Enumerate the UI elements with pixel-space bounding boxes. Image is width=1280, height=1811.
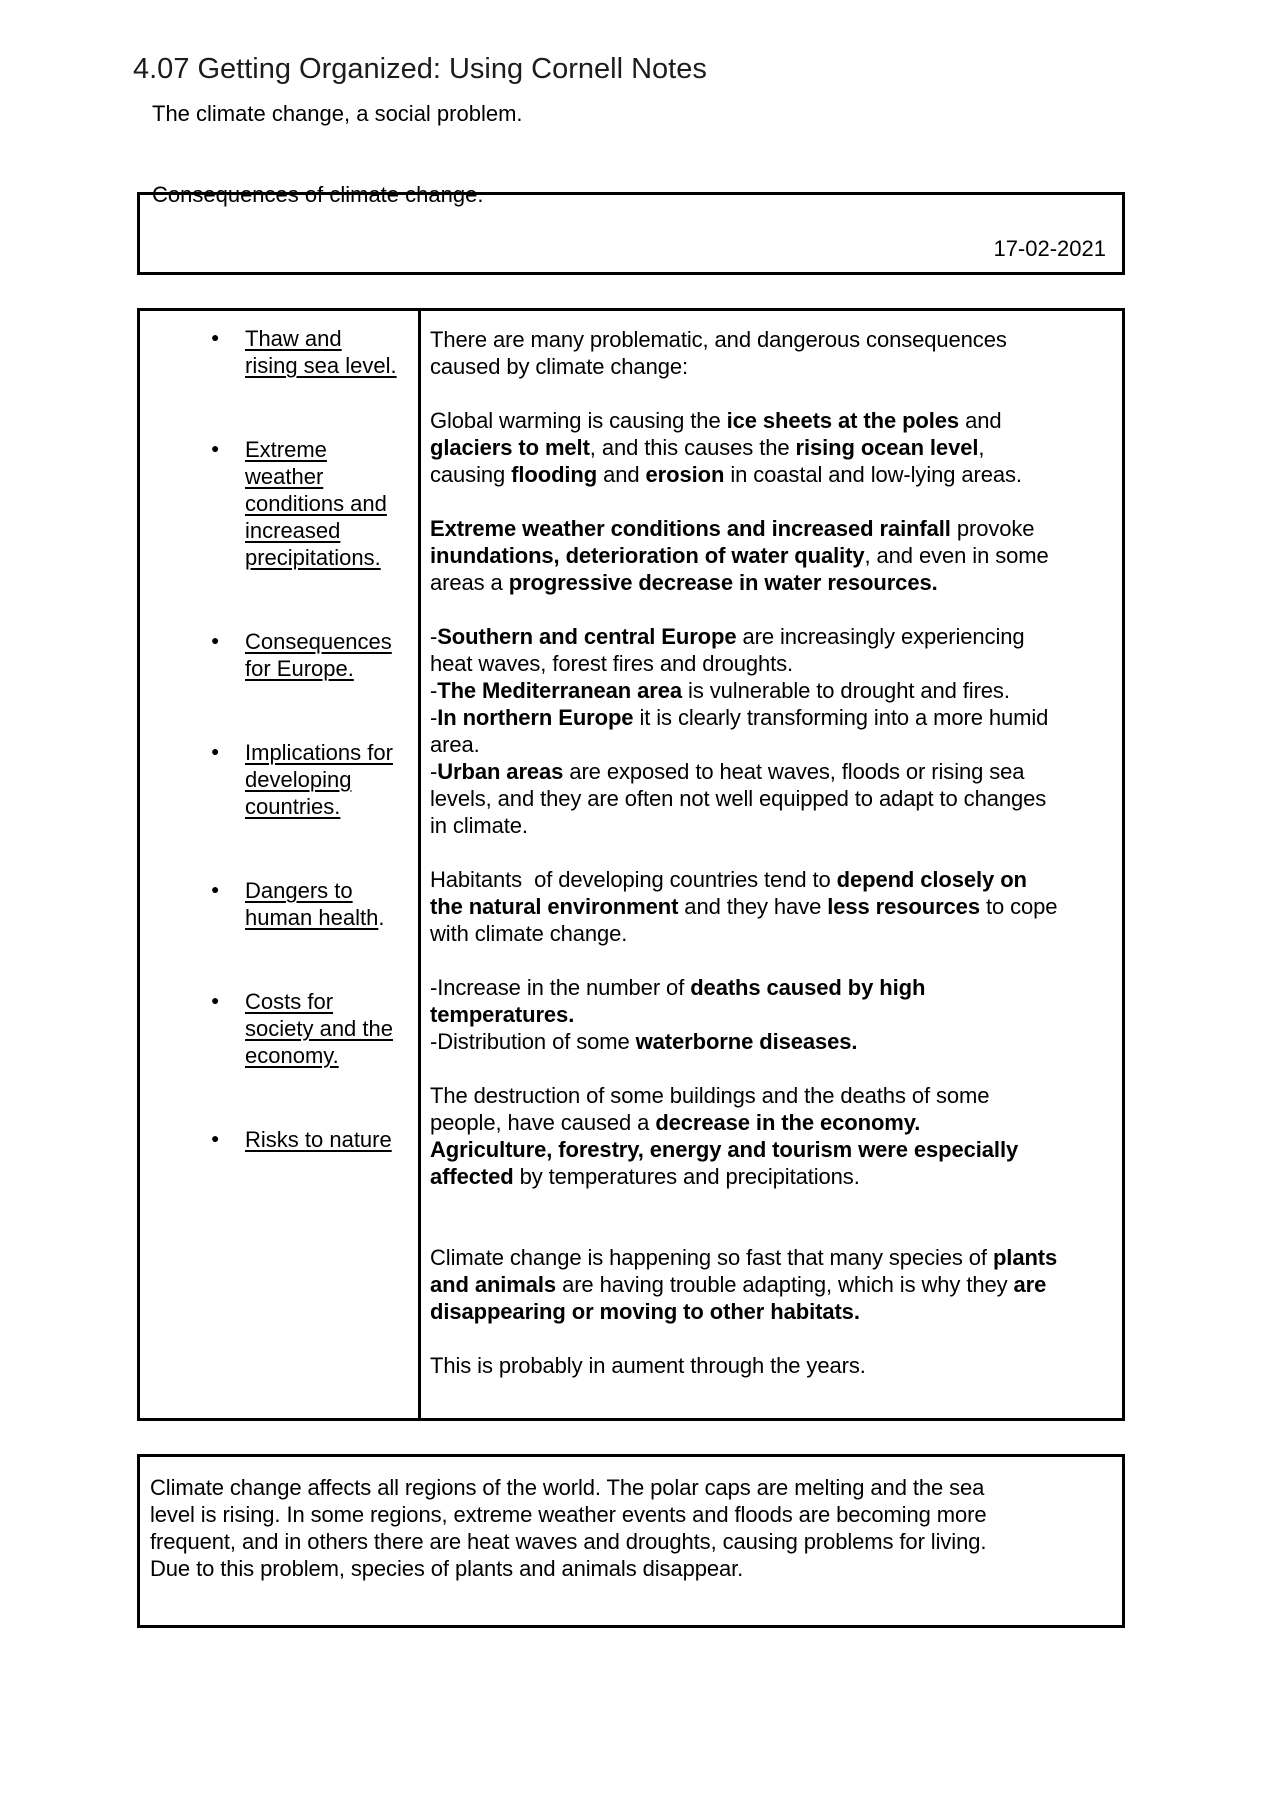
bullet-icon: ●: [211, 329, 220, 345]
topic-line-2: Consequences of climate change.: [152, 182, 484, 207]
cue-item: ● Extreme weather conditions and increased precipitations.: [211, 437, 387, 570]
bullet-icon: ●: [211, 881, 220, 897]
summary-line: level is rising. In some regions, extreme weather events and floods are becoming more: [150, 1502, 987, 1527]
note-paragraph: The destruction of some buildings and the deaths of some people, have caused a decrease in the economy. Agriculture, forestry, energy and tourism were especially affected by temperatures and precipitations.: [430, 1083, 1019, 1189]
topic-box: [137, 101, 1125, 275]
cue-item: ● Costs for society and the economy.: [211, 989, 393, 1068]
bullet-icon: ●: [211, 1130, 220, 1146]
note-paragraph: Extreme weather conditions and increased rainfall provoke inundations, deterioration of water quality, and even in some areas a progressive decrease in water resources.: [430, 516, 1049, 595]
topic-line-1: The climate change, a social problem.: [152, 101, 523, 126]
cue-item: ● Thaw and rising sea level.: [211, 326, 397, 378]
note-paragraph: There are many problematic, and dangerous consequences caused by climate change:: [430, 327, 1007, 379]
note-paragraph: This is probably in aument through the years.: [430, 1353, 866, 1378]
topic-text: [152, 46, 523, 262]
summary-text: [150, 1474, 1118, 1582]
notes-content: [430, 326, 1118, 1379]
summary-box: [137, 1454, 1125, 1628]
notes-column: [421, 311, 1122, 1418]
note-paragraph: Climate change is happening so fast that many species of plants and animals are having trouble adapting, which is why they are disappearing or moving to other habitats.: [430, 1245, 1058, 1324]
cornell-notes-table: [137, 308, 1125, 1421]
cue-item: ● Risks to nature: [211, 1127, 392, 1152]
summary-line: Due to this problem, species of plants and animals disappear.: [150, 1556, 744, 1581]
cue-item: ● Consequences for Europe.: [211, 629, 392, 681]
cue-item: ● Implications for developing countries.: [211, 740, 393, 819]
date-label: 17-02-2021: [993, 236, 1106, 261]
bullet-icon: ●: [211, 632, 220, 648]
cue-list: [211, 325, 414, 1153]
note-paragraph: -Increase in the number of deaths caused by high temperatures. -Distribution of some waterborne diseases.: [430, 975, 926, 1054]
note-paragraph: Habitants of developing countries tend to depend closely on the natural environment and they have less resources to cope with climate change.: [430, 867, 1058, 946]
cue-item: ● Dangers to human health.: [211, 878, 385, 930]
page-title: 4.07 Getting Organized: Using Cornell Notes: [133, 53, 707, 85]
summary-line: Climate change affects all regions of the world. The polar caps are melting and the sea: [150, 1475, 985, 1500]
bullet-icon: ●: [211, 992, 220, 1008]
summary-line: frequent, and in others there are heat waves and droughts, causing problems for living.: [150, 1529, 987, 1554]
bullet-icon: ●: [211, 440, 220, 456]
bullet-icon: ●: [211, 743, 220, 759]
note-paragraph: -Southern and central Europe are increasingly experiencing heat waves, forest fires and droughts. -The Mediterranean area is vulnerable to drought and fires. -In northern Europe it is clearly transforming into a more humid area. -Urban areas are exposed to heat waves, floods or rising sea levels, and they are often not well equipped to adapt to changes in climate.: [430, 624, 1049, 838]
cue-column: [140, 311, 421, 1418]
note-paragraph: Global warming is causing the ice sheets at the poles and glaciers to melt, and this causes the rising ocean level, causing flooding and erosion in coastal and low-lying areas.: [430, 408, 1022, 487]
